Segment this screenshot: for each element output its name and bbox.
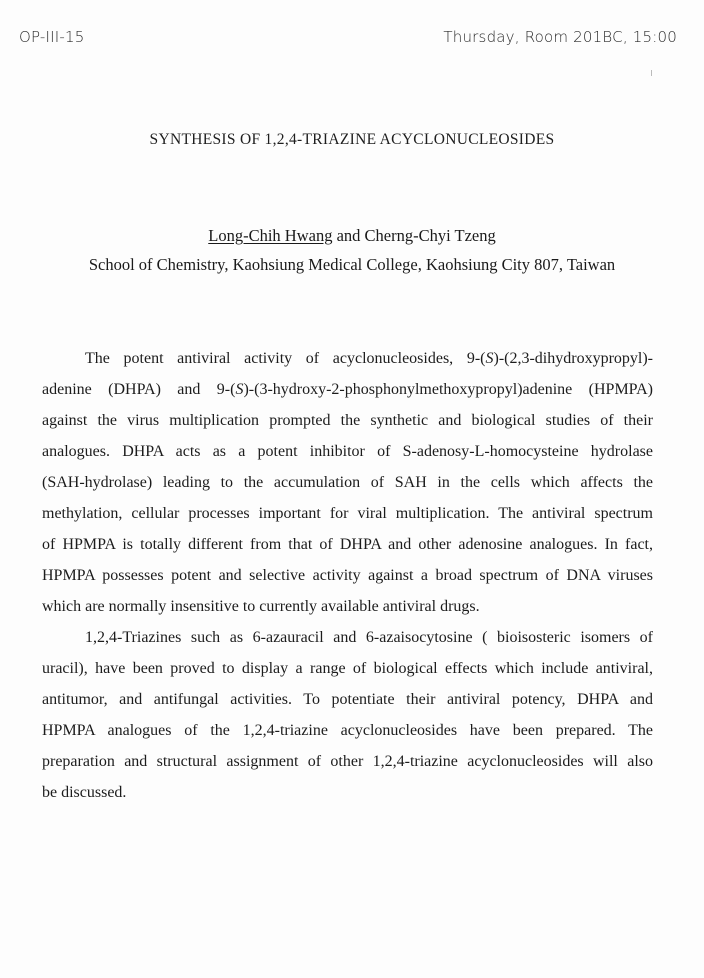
paragraph-line: be discussed. <box>42 784 127 801</box>
scan-artifact <box>651 70 652 76</box>
presenting-author: Long-Chih Hwang <box>208 226 333 245</box>
paragraph-line: The potent antiviral activity of acyclonucleosides, 9-(S)-(2,3-dihydroxypropyl)- <box>85 350 653 367</box>
paragraph-line: 1,2,4-Triazines such as 6-azauracil and 6-azaisocytosine ( bioisosteric isomers of <box>85 629 653 646</box>
paragraph-line: methylation, cellular processes important for viral multiplication. The antiviral spectrum <box>42 505 653 522</box>
paragraph-line: HPMPA analogues of the 1,2,4-triazine acyclonucleosides have been prepared. The <box>42 722 653 739</box>
affiliation: School of Chemistry, Kaohsiung Medical College, Kaohsiung City 807, Taiwan <box>88 255 616 274</box>
paragraph-line: analogues. DHPA acts as a potent inhibitor of S-adenosy-L-homocysteine hydrolase <box>42 443 653 460</box>
paragraph-line: which are normally insensitive to currently available antiviral drugs. <box>42 598 480 615</box>
author-line <box>0 226 704 246</box>
coauthor: Cherng-Chyi Tzeng <box>364 226 496 245</box>
paragraph-line: uracil), have been proved to display a range of biological effects which include antiviral, <box>42 660 653 677</box>
paragraph-line: HPMPA possesses potent and selective activity against a broad spectrum of DNA viruses <box>42 567 653 584</box>
paragraph-line: preparation and structural assignment of other 1,2,4-triazine acyclonucleosides will also <box>42 753 653 770</box>
paragraph-line: of HPMPA is totally different from that of DHPA and other adenosine analogues. In fact, <box>42 536 653 553</box>
abstract-code: OP-III-15 <box>19 28 85 46</box>
author-connector: and <box>332 226 365 245</box>
paragraph-line: against the virus multiplication prompted the synthetic and biological studies of their <box>42 412 653 429</box>
paragraph-line: (SAH-hydrolase) leading to the accumulation of SAH in the cells which affects the <box>42 474 653 491</box>
paragraph-line: antitumor, and antifungal activities. To potentiate their antiviral potency, DHPA and <box>42 691 653 708</box>
session-info: Thursday, Room 201BC, 15:00 <box>443 28 677 46</box>
abstract-title: SYNTHESIS OF 1,2,4-TRIAZINE ACYCLONUCLEOSIDES <box>149 131 555 148</box>
paragraph-line: adenine (DHPA) and 9-(S)-(3-hydroxy-2-phosphonylmethoxypropyl)adenine (HPMPA) <box>42 381 653 398</box>
